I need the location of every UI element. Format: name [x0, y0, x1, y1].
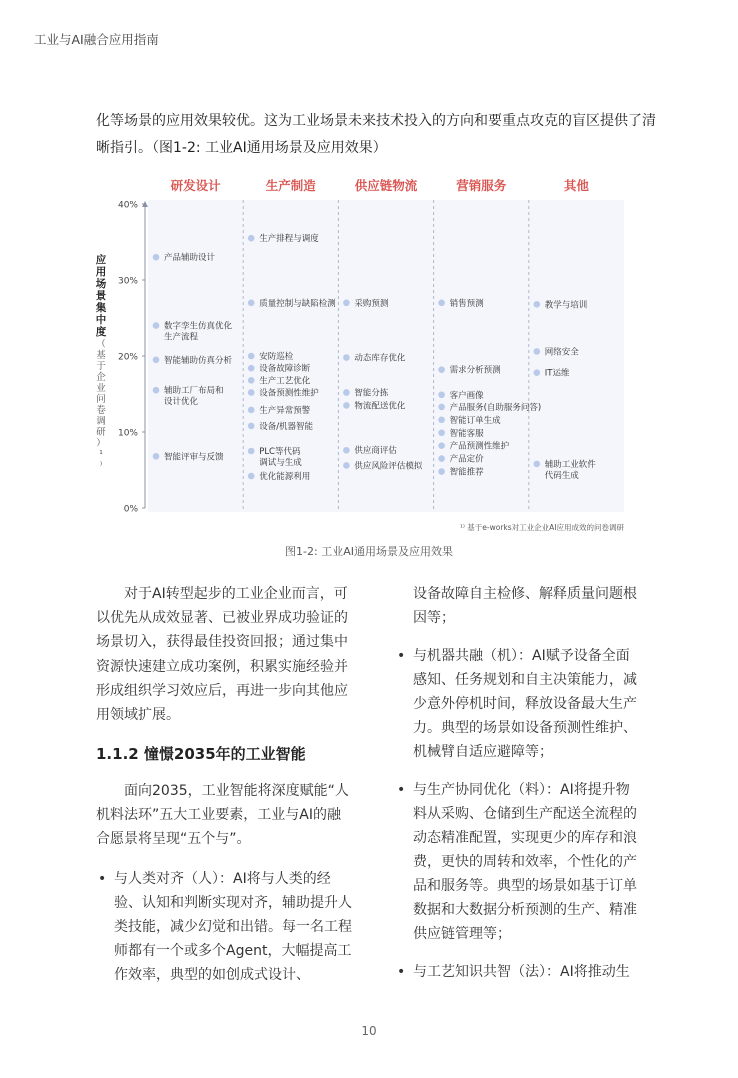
bullet-dot: • [98, 871, 107, 888]
data-point-label: 教学与培训 [544, 300, 588, 311]
data-point [248, 407, 255, 414]
data-point-label: 产品预测性维护 [449, 441, 510, 452]
bullet-text: 与工艺知识共智（法）：AI将推动生 [413, 964, 630, 980]
paragraph-1: 对于AI转型起步的工业企业而言，可以优先从成效显著、已被业界成功验证的场景切入，获得最佳投资回报；通过集中资源快速建立成功案例，积累实施经验并形成组织学习效应后，再进一步向其他应用领域扩展。 [96, 586, 348, 724]
data-point-label: 辅助工厂布局和设计优化 [164, 386, 224, 408]
bullet-item [96, 867, 354, 987]
data-point [343, 300, 350, 307]
y-tick-label: 0% [123, 504, 138, 515]
page-number: 10 [361, 1024, 377, 1038]
continued-text: 设备故障自主检修、解释质量问题根因等； [413, 586, 637, 626]
y-axis-label-char: 集 [95, 302, 107, 314]
category-header: 研发设计 [170, 178, 221, 193]
y-axis-label-char: 中 [95, 314, 107, 326]
data-point-label: 设备/机器智能 [259, 421, 314, 432]
data-point-label: 产品辅助设计 [164, 253, 216, 264]
category-header: 供应链物流 [354, 178, 418, 193]
data-point-label: 智能订单生成 [449, 415, 501, 426]
data-point [248, 448, 255, 455]
data-point-label: 安防巡检 [259, 352, 294, 362]
data-point-label: 智能客服 [449, 428, 484, 439]
data-point-label: 智能评审与反馈 [164, 452, 224, 463]
data-point-label: 物流配送优化 [354, 401, 406, 412]
data-point [248, 473, 255, 480]
data-point-label: 销售预测 [449, 298, 484, 309]
data-point [534, 348, 541, 355]
data-point [534, 301, 541, 308]
data-point-label: 智能推荐 [449, 467, 484, 478]
running-header: 工业与AI融合应用指南 [34, 32, 159, 47]
category-header: 其他 [563, 178, 589, 193]
data-point-label: 动态库存优化 [354, 353, 406, 364]
bullet-dot: • [397, 782, 406, 798]
data-point [153, 387, 160, 394]
y-axis-label-char: 于 [96, 361, 106, 372]
data-point-label: 数字孪生仿真优化生产流程 [164, 321, 233, 343]
data-point-label: 生产异常预警 [259, 405, 311, 416]
data-point [534, 369, 541, 376]
data-point [248, 389, 255, 396]
data-point-label: 采购预测 [354, 298, 389, 309]
left-column [96, 582, 354, 987]
data-point [438, 404, 445, 411]
right-column [395, 582, 640, 984]
bullet-text: 与机器共融（机）：AI赋予设备全面感知、任务规划和自主决策能力，减少意外停机时间，释放设备最大生产力。典型的场景如设备预测性维护、机械臂自适应避障等； [413, 648, 637, 760]
y-axis-label-char: ） [96, 438, 106, 449]
data-point [248, 353, 255, 360]
data-point [248, 235, 255, 242]
y-axis-label-char: 应 [95, 254, 107, 266]
data-point [343, 447, 350, 454]
data-point-label: 智能分拣 [354, 388, 389, 399]
y-axis-label-char: ¹ [99, 449, 103, 460]
data-point-label: 辅助工业软件代码生成 [544, 459, 596, 481]
bullet-text: 与人类对齐（人）：AI将与人类的经验、认知和判断实现对齐，辅助提升人类技能，减少幻觉和出错。每一名工程师都有一个或多个Agent，大幅提高工作效率，典型的如创成式设计、 [114, 871, 352, 984]
data-point [438, 417, 445, 424]
data-point [248, 377, 255, 384]
category-header: 营销服务 [456, 178, 507, 193]
data-point-label: 质量控制与缺陷检测 [259, 298, 336, 309]
y-axis-label-char: 度 [95, 326, 107, 338]
y-axis-label-char: 问 [96, 394, 106, 405]
data-point [438, 366, 445, 373]
data-point-label: 客户画像 [449, 390, 484, 401]
y-axis-label-char: 调 [96, 416, 106, 427]
data-point [438, 300, 445, 307]
data-point [153, 322, 160, 329]
data-point [438, 442, 445, 449]
data-point [343, 389, 350, 396]
data-point-label: 产品定价 [449, 454, 484, 465]
data-point-label: 供应商评估 [354, 446, 397, 457]
bullet-text: 与生产协同优化（料）：AI将提升物料从采购、仓储到生产配送全流程的动态精准配置，实现更少的库存和浪费，更快的周转和效率，个性化的产品和服务等。典型的场景如基于订单数据和大数据分析预测的生产、精准供应链管理等； [413, 782, 637, 942]
y-tick-label: 10% [117, 428, 138, 439]
y-axis-label-char: 场 [95, 278, 107, 290]
data-point [534, 461, 541, 468]
data-point-label: 优化能源利用 [259, 472, 311, 483]
bullet-item [395, 960, 640, 984]
y-axis-label-char: ⁾ [99, 460, 103, 471]
data-point [438, 468, 445, 475]
data-point-label: 生产工艺优化 [259, 376, 311, 387]
data-point-label: 需求分析预测 [449, 365, 501, 376]
figure-caption: 图1-2: 工业AI通用场景及应用效果 [285, 545, 453, 558]
data-point [343, 402, 350, 409]
y-axis-label-char: 卷 [96, 405, 106, 416]
data-point [153, 254, 160, 261]
bullet-dot: • [397, 964, 406, 980]
data-point-label: IT运维 [544, 368, 570, 379]
data-point [248, 423, 255, 430]
y-axis-label-char: 景 [95, 290, 107, 302]
data-point [248, 365, 255, 372]
data-point [343, 354, 350, 361]
intro-paragraph: 化等场景的应用效果较优。这为工业场景未来技术投入的方向和要重点攻克的盲区提供了清晰指引。（图1-2: 工业AI通用场景及应用效果） [96, 113, 656, 156]
data-point [438, 391, 445, 398]
data-point [438, 429, 445, 436]
y-axis-label-char: 研 [96, 427, 106, 438]
data-point-label: 设备预测性维护 [259, 388, 319, 399]
data-point-label: 产品服务(自助服务问答) [449, 402, 542, 413]
y-axis-label-char: 业 [96, 383, 106, 394]
data-point [153, 453, 160, 460]
bullet-item [395, 778, 640, 946]
data-point-label: 供应风险评估模拟 [354, 461, 423, 472]
data-point [248, 300, 255, 307]
y-axis-label-char: 企 [96, 372, 106, 383]
y-tick-label: 20% [117, 352, 138, 363]
bullet-dot: • [397, 648, 406, 664]
chart-footnote: ¹⁾ 基于e-works对工业企业AI应用成效的问卷调研 [460, 523, 624, 532]
data-point-label: PLC等代码调试与生成 [259, 447, 302, 468]
data-point-label: 设备故障诊断 [259, 364, 311, 375]
data-point-label: 生产排程与调度 [259, 234, 319, 245]
data-point-label: 网络安全 [544, 347, 579, 358]
data-point [343, 462, 350, 469]
y-axis-label-char: （ [96, 339, 106, 350]
data-point [438, 455, 445, 462]
bullet-item [395, 644, 640, 764]
y-axis-label-char: 用 [95, 266, 107, 278]
category-header: 生产制造 [265, 178, 316, 193]
y-tick-label: 30% [117, 276, 138, 287]
paragraph-2: 面向2035，工业智能将深度赋能“人机料法环”五大工业要素，工业与AI的融合愿景将呈现“五个与”。 [96, 783, 349, 848]
y-axis-label-char: 基 [96, 350, 106, 361]
y-tick-label: 40% [117, 200, 138, 211]
scenario-chart [90, 175, 650, 535]
section-title: 1.1.2 憧憬2035年的工业智能 [96, 745, 306, 764]
data-point [153, 357, 160, 364]
data-point-label: 智能辅助仿真分析 [164, 355, 233, 366]
